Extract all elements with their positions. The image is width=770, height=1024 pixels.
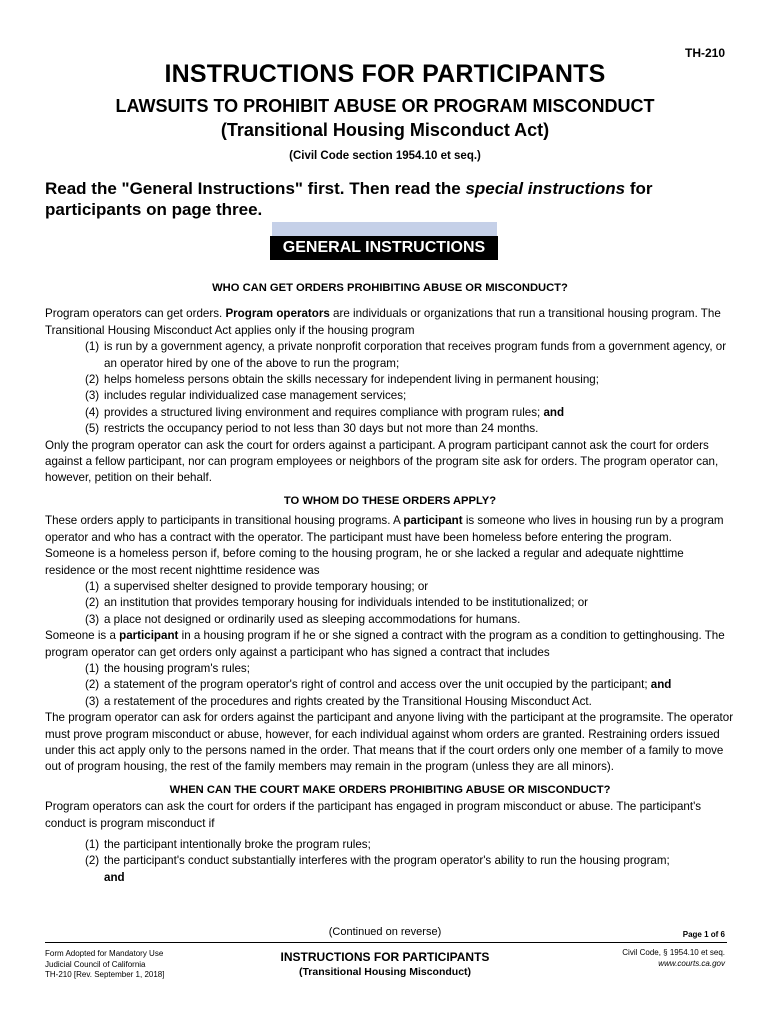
paragraph: Program operators can ask the court for orders if the participant has engaged in program misconduct or abuse. The participant's conduct is program misconduct if <box>45 800 702 830</box>
section-banner: GENERAL INSTRUCTIONS <box>270 236 498 260</box>
footer-divider <box>45 942 727 943</box>
footer-title: INSTRUCTIONS FOR PARTICIPANTS (Transitional Housing Misconduct) <box>280 950 490 978</box>
document-title: INSTRUCTIONS FOR PARTICIPANTS <box>164 60 606 88</box>
paragraph: Program operators can get orders. Program operators are individuals or organizations that run a transitional housing program. The Transitional Housing Misconduct Act applies only if the housing program <box>45 307 721 337</box>
paragraph: Only the program operator can ask the court for orders against a participant. A program participant cannot ask the court for orders against a fellow participant, nor can program employees or neighbors of the program site ask for orders. The program operator can, however, petition on their behalf. <box>45 438 719 485</box>
list-item: (2) the participant's conduct substantially interferes with the program operator's ability to run the housing program; <box>85 854 670 868</box>
paragraph: The program operator can ask for orders against the participant and anyone living with the participant at the programsite. The operator must prove program misconduct or abuse, however, for each individual against whom orders are granted. Restraining orders issued under this act apply only to the persons named in the order. That means that if the court orders only one member of a family to move out of program housing, the rest of the family members may remain in the program (unless they are all minors). <box>45 711 734 774</box>
list-item: (2) a statement of the program operator's right of control and access over the unit occupied by the participant; and <box>85 678 672 692</box>
list-item: (3) a place not designed or ordinarily used as sleeping accommodations for humans. <box>85 612 521 626</box>
list-item: (1) the housing program's rules; <box>85 661 250 675</box>
paragraph: Someone is a participant in a housing program if he or she signed a contract with the program as a condition to gettinghousing. The program operator can get orders only against a participant who has signed a contract that includes <box>45 629 725 659</box>
list-item: (1) is run by a government agency, a private nonprofit corporation that receives program funds from a government agency, or an operator hired by one of the above to run the program; <box>85 340 727 370</box>
document-subtitle: LAWSUITS TO PROHIBIT ABUSE OR PROGRAM MISCONDUCT <box>115 96 655 116</box>
footer-citation: Civil Code, § 1954.10 et seq. www.courts.ca.gov <box>622 948 725 968</box>
list-item: (2) an institution that provides temporary housing for individuals intended to be institutionalized; or <box>85 596 589 610</box>
code-citation: (Civil Code section 1954.10 et seq.) <box>289 150 481 162</box>
courts-website-link[interactable]: www.courts.ca.gov <box>658 958 725 968</box>
list-item: (1) the participant intentionally broke the program rules; <box>85 838 371 851</box>
list-tail: and <box>104 870 125 884</box>
footer-form-info: Form Adopted for Mandatory Use Judicial Council of California TH-210 [Rev. September 1, 2018] <box>45 949 165 979</box>
list-item: (2) helps homeless persons obtain the skills necessary for independent living in permanent housing; <box>85 373 599 387</box>
paragraph: These orders apply to participants in transitional housing programs. A participant is someone who lives in housing run by a program operator and who has a contract with the operator. The participant must have been homeless before entering the program. <box>45 514 724 544</box>
page-number: Page 1 of 6 <box>682 930 725 939</box>
form-number: TH-210 <box>684 46 725 60</box>
instructions-body <box>45 268 735 886</box>
list-item: (3) a restatement of the procedures and rights created by the Transitional Housing Misconduct Act. <box>85 694 592 708</box>
heading-who-can-get-orders: WHO CAN GET ORDERS PROHIBITING ABUSE OR MISCONDUCT? <box>212 282 568 294</box>
heading-to-whom-orders-apply: TO WHOM DO THESE ORDERS APPLY? <box>283 494 497 507</box>
list-item: (5) restricts the occupancy period to not less than 30 days but not more than 24 months. <box>85 422 539 436</box>
highlight-field <box>272 222 497 236</box>
list-item: (4) provides a structured living environment and requires compliance with program rules; and <box>85 405 565 419</box>
heading-when-can-court-make-orders: WHEN CAN THE COURT MAKE ORDERS PROHIBITING ABUSE OR MISCONDUCT? <box>169 783 611 796</box>
act-name: (Transitional Housing Misconduct Act) <box>220 120 550 140</box>
paragraph: Someone is a homeless person if, before coming to the housing program, he or she lacked a regular and adequate nighttime residence or the most recent nighttime residence was <box>45 547 684 577</box>
read-first-note: Read the "General Instructions" first. Then read the special instructions for participants on page three. <box>45 179 653 219</box>
list-item: (3) includes regular individualized case management services; <box>85 389 407 403</box>
list-item: (1) a supervised shelter designed to provide temporary housing; or <box>85 579 429 593</box>
continued-note: (Continued on reverse) <box>328 926 442 938</box>
